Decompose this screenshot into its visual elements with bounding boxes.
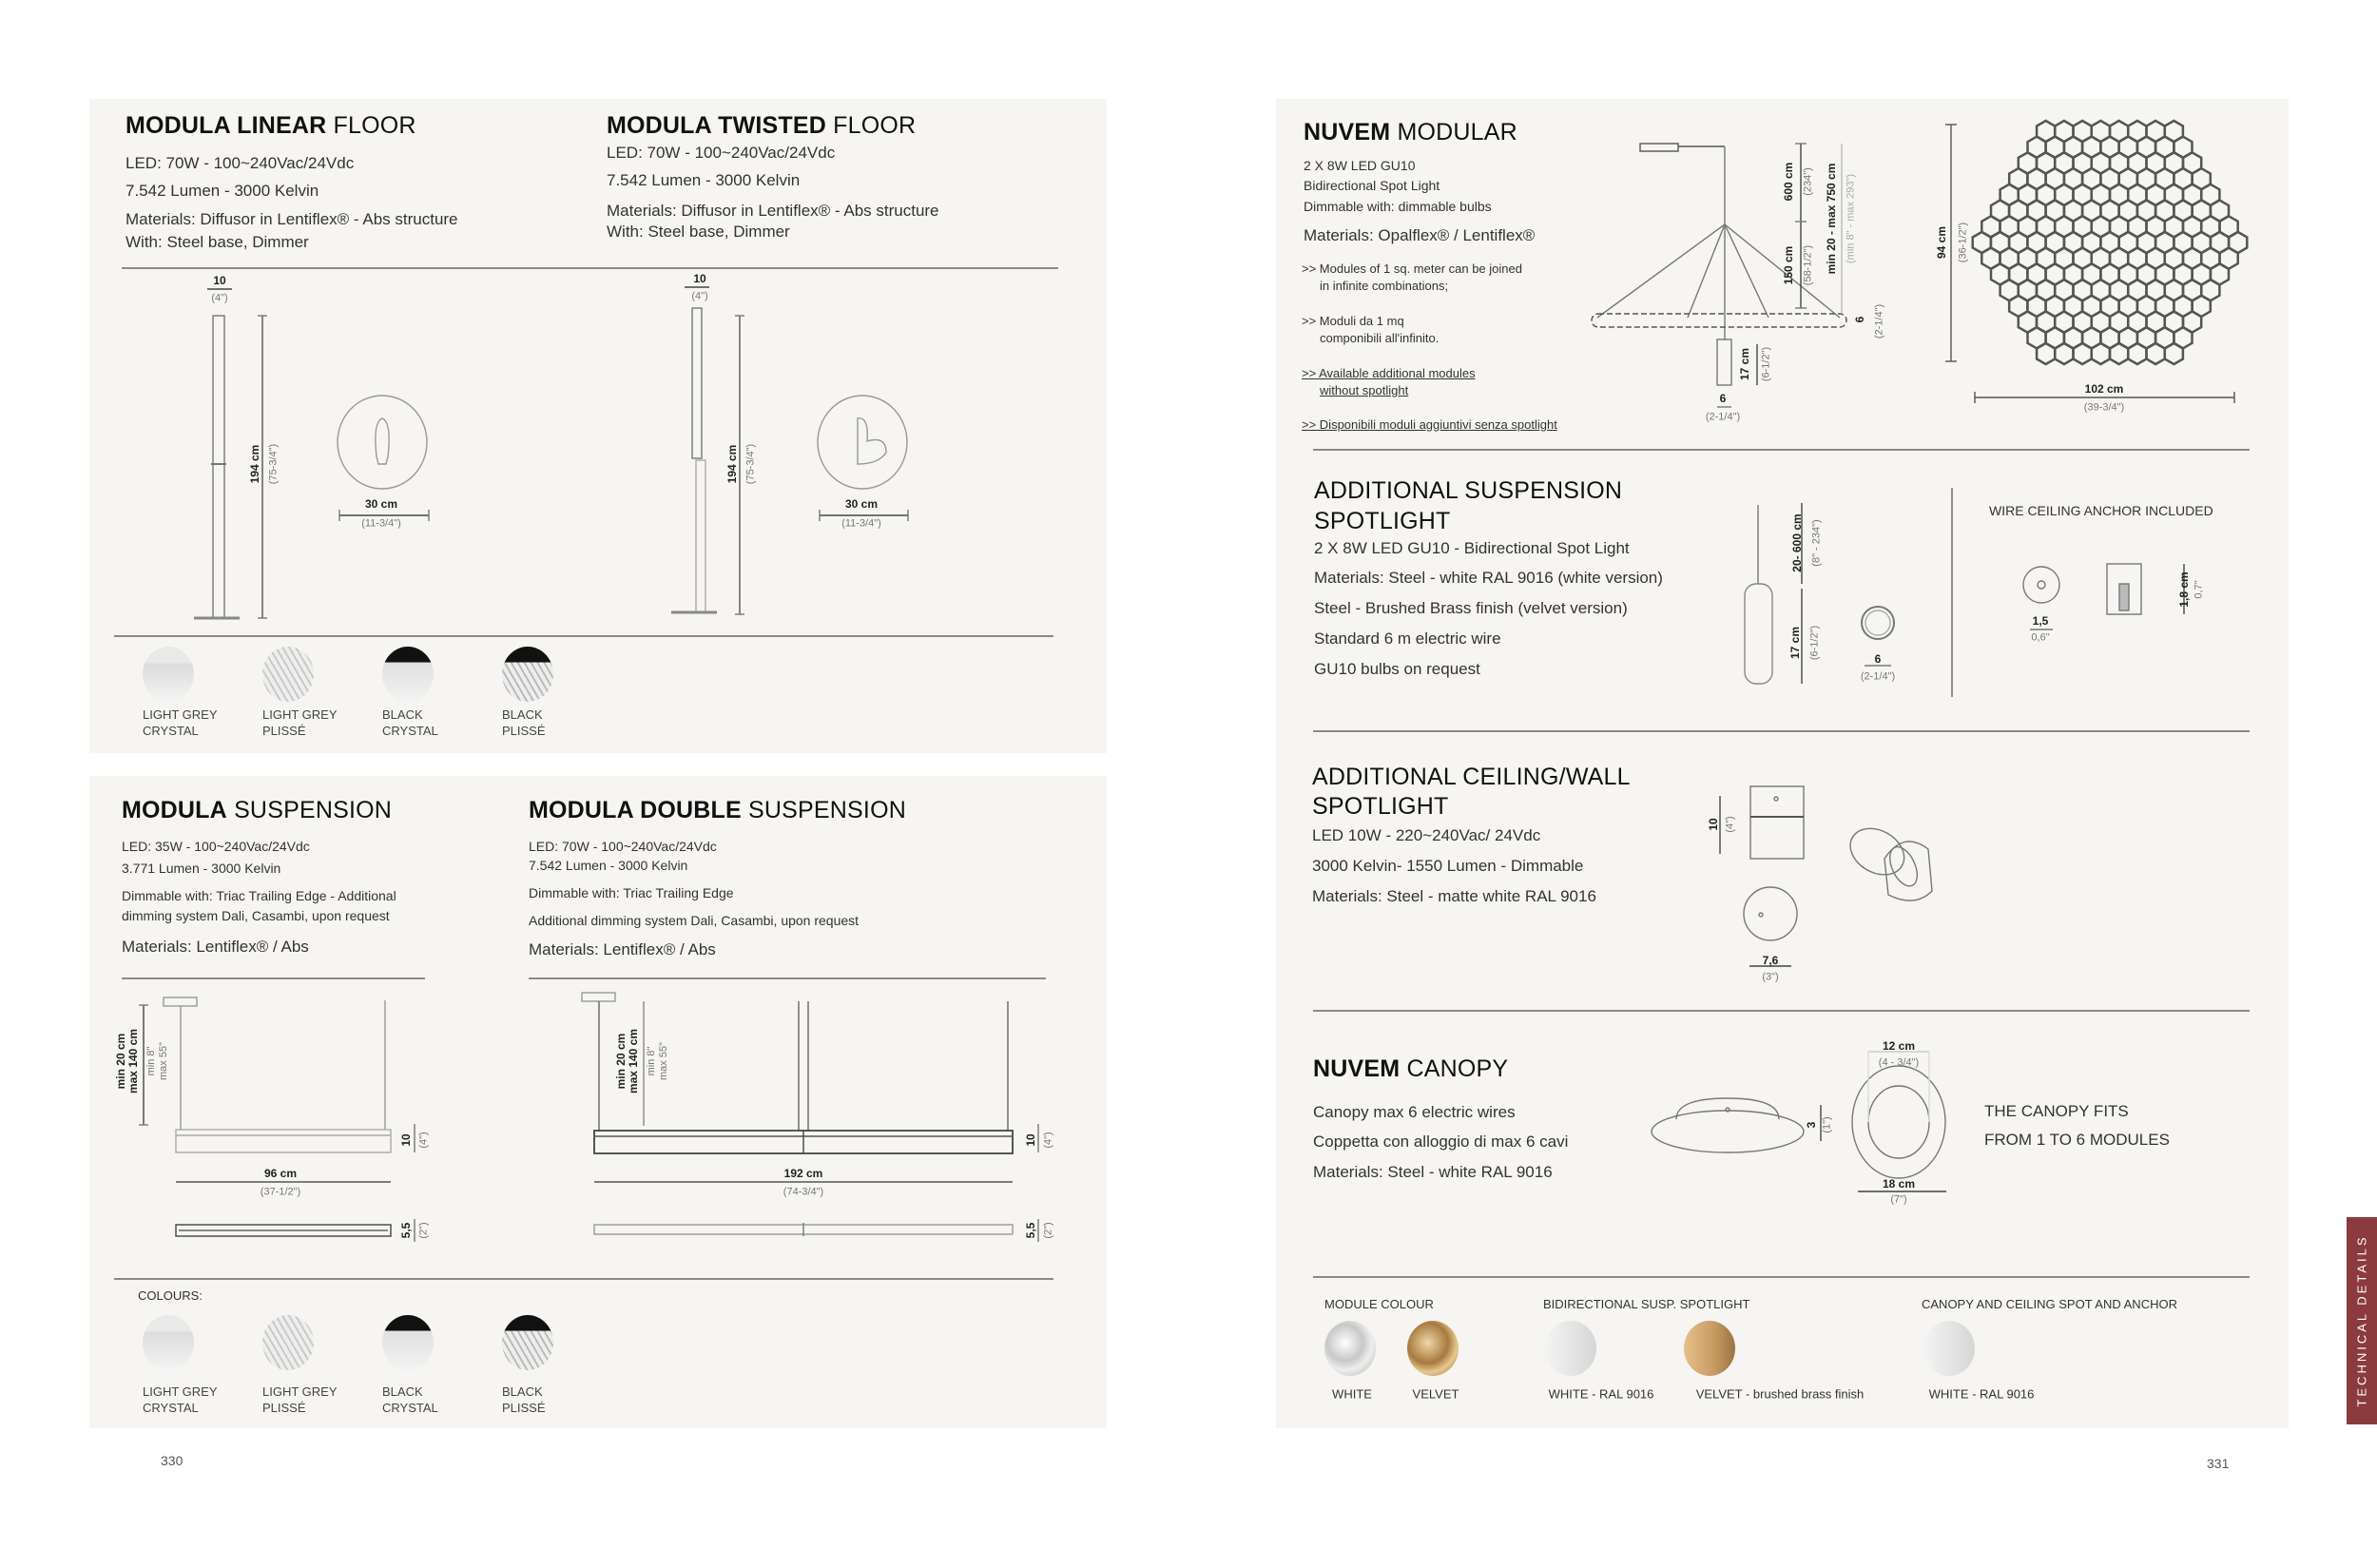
dim-label: 12 cm [1882, 1039, 1916, 1053]
dim-label: 10 [1024, 1133, 1037, 1147]
dim-label: (75-3/4") [267, 443, 280, 485]
dim-label: 194 cm [725, 444, 739, 484]
dim-label: 1,5 [2032, 614, 2049, 628]
colour-label: LIGHT GREY PLISSÉ [262, 707, 338, 738]
dim-label: 1,8 cm [2177, 571, 2191, 608]
dim-label: (2") [417, 1222, 430, 1239]
spec-line: LED: 70W - 100~240Vac/24Vdc [607, 144, 836, 162]
colour-label: LIGHT GREY CRYSTAL [143, 1384, 218, 1415]
colour-label: WHITE - RAL 9016 [1928, 1386, 2035, 1402]
dim-label: min 20 cm max 140 cm [614, 1028, 640, 1094]
spec-line: Standard 6 m electric wire [1314, 629, 1501, 648]
spec-line: GU10 bulbs on request [1314, 660, 1480, 678]
lamp-pole-top [692, 308, 702, 458]
product-title: MODULA DOUBLE SUSPENSION [529, 797, 906, 823]
dim-label: (4") [417, 1132, 430, 1149]
colour-label: VELVET [1412, 1386, 1459, 1402]
link-moduli-aggiuntivi[interactable]: >> Disponibili moduli aggiuntivi senza spotlight [1302, 417, 1557, 432]
dim-label: (2-1/4") [1873, 303, 1885, 339]
swatch-light-grey-crystal [143, 647, 194, 702]
spec-line: 7.542 Lumen - 3000 Kelvin [529, 858, 688, 873]
spec-line: Materials: Opalflex® / Lentiflex® [1304, 226, 1536, 244]
dim-label: 30 cm [844, 497, 879, 511]
spec-line: Materials: Lentiflex® / Abs [122, 938, 309, 956]
dim-label: 5,5 [1024, 1222, 1037, 1239]
colour-label: BLACK CRYSTAL [382, 707, 438, 738]
swatch-spot-white [1545, 1321, 1596, 1376]
twisted-floor-drawing [671, 287, 908, 614]
spec-line: Materials: Steel - white RAL 9016 (white version) [1314, 569, 1663, 587]
spec-line: 7.542 Lumen - 3000 Kelvin [607, 171, 801, 189]
colour-label: VELVET - brushed brass finish [1695, 1386, 1865, 1402]
suspension-drawing [139, 997, 415, 1242]
dim-label: 17 cm [1788, 626, 1802, 660]
dim-label: (39-3/4") [2083, 401, 2125, 414]
linear-floor-drawing [194, 289, 429, 618]
divider [114, 635, 1053, 637]
spec-line: Materials: Steel - white RAL 9016 [1313, 1163, 1553, 1181]
hex-cell [2074, 343, 2092, 364]
dim-label: min 20 - max 750 cm [1825, 163, 1838, 275]
spec-line: Materials: Lentiflex® / Abs [529, 940, 716, 958]
anchor-title: WIRE CEILING ANCHOR INCLUDED [1989, 503, 2213, 518]
canopy-note: THE CANOPY FITS FROM 1 TO 6 MODULES [1984, 1102, 2170, 1149]
hex-cell [2128, 343, 2146, 364]
dim-label: (37-1/2") [260, 1186, 301, 1198]
dim-label: (6-1/2") [1760, 346, 1772, 382]
swatch-module-velvet [1407, 1321, 1459, 1376]
nuvem-modular-hex-panel [1973, 121, 2248, 364]
dim-label: (234") [1802, 167, 1814, 196]
bullet: >> Modules of 1 sq. meter can be joined in infinite combinations; [1302, 261, 1522, 293]
divider [122, 267, 1058, 269]
divider [114, 1278, 1053, 1280]
dim-label: (6-1/2") [1808, 625, 1821, 661]
dim-label: (2-1/4") [1705, 411, 1741, 423]
swatch-black-crystal [382, 1315, 434, 1370]
spec-line: Bidirectional Spot Light [1304, 178, 1440, 193]
spec-line: LED: 70W - 100~240Vac/24Vdc [529, 839, 717, 854]
dim-label: 10 [399, 1133, 413, 1147]
colour-label: WHITE [1332, 1386, 1372, 1402]
canopy-drawing [1652, 1052, 1946, 1191]
spec-line: LED 10W - 220~240Vac/ 24Vdc [1312, 826, 1541, 844]
dim-label: min 8" max 55" [145, 1042, 169, 1080]
dim-label: 7,6 [1762, 954, 1779, 967]
dim-label: 192 cm [783, 1167, 823, 1180]
divider [1313, 449, 2250, 451]
page-number: 331 [2207, 1456, 2230, 1471]
spec-line: With: Steel base, Dimmer [607, 223, 790, 241]
product-title: NUVEM CANOPY [1313, 1055, 1509, 1082]
spec-line: 3000 Kelvin- 1550 Lumen - Dimmable [1312, 857, 1584, 875]
dim-label: 0,7" [2193, 580, 2205, 599]
spec-line: Materials: Diffusor in Lentiflex® - Abs structure [126, 210, 458, 228]
spec-line: Dimmable with: Triac Trailing Edge - Additional [122, 888, 396, 903]
divider [1313, 1010, 2250, 1012]
section-tab-technical-details[interactable] [2347, 1217, 2377, 1424]
colour-header: CANOPY AND CEILING SPOT AND ANCHOR [1922, 1297, 2177, 1311]
spec-line: Materials: Steel - matte white RAL 9016 [1312, 887, 1596, 905]
spec-line: LED: 70W - 100~240Vac/24Vdc [126, 154, 355, 172]
dim-label: 18 cm [1882, 1177, 1916, 1191]
dim-label: (11-3/4") [841, 517, 881, 530]
spec-line: 7.542 Lumen - 3000 Kelvin [126, 182, 319, 200]
dim-label: (2-1/4") [1860, 670, 1896, 683]
colour-label: LIGHT GREY CRYSTAL [143, 707, 218, 738]
dim-label: 5,5 [399, 1222, 413, 1239]
product-title: NUVEM MODULAR [1304, 119, 1517, 145]
dim-label: (min 8" - max 293") [1845, 174, 1857, 263]
dim-label: (4") [1042, 1132, 1054, 1149]
dim-label: (8" - 234") [1810, 519, 1823, 567]
dim-label: (4") [691, 290, 708, 302]
hex-cell [2092, 343, 2110, 364]
swatch-module-white [1324, 1321, 1376, 1376]
lamp-pole-bottom [696, 460, 705, 612]
page-number: 330 [161, 1453, 184, 1468]
spec-line: Dimmable with: dimmable bulbs [1304, 199, 1492, 214]
swatch-light-grey-crystal [143, 1315, 194, 1370]
divider [1313, 730, 2250, 732]
dim-label: 17 cm [1738, 347, 1751, 381]
dim-label: (11-3/4") [361, 517, 401, 530]
tab-label: TECHNICAL DETAILS [2354, 1234, 2369, 1407]
swatch-light-grey-plisse [262, 1315, 314, 1370]
divider [1313, 1276, 2250, 1278]
dim-label: 10 [1707, 818, 1720, 831]
dim-label: (1") [1821, 1116, 1833, 1133]
dim-label: 30 cm [364, 497, 398, 511]
section-title: ADDITIONAL SUSPENSION SPOTLIGHT [1314, 477, 1623, 534]
dim-label: 102 cm [2084, 382, 2124, 396]
spec-line: With: Steel base, Dimmer [126, 233, 309, 251]
dim-label: min 8" max 55" [646, 1042, 669, 1080]
dim-label: 10 [693, 272, 706, 285]
dim-label: (36-1/2") [1957, 222, 1969, 263]
swatch-black-plisse [502, 647, 553, 702]
dim-label: (4 - 3/4") [1878, 1056, 1920, 1069]
spec-line: Dimmable with: Triac Trailing Edge [529, 885, 734, 900]
hex-cell [2110, 343, 2128, 364]
spec-line: dimming system Dali, Casambi, upon request [122, 908, 390, 923]
product-title: MODULA LINEAR FLOOR [126, 112, 416, 139]
dim-label: (4") [211, 292, 228, 304]
dim-label: (4") [1724, 816, 1736, 833]
dim-label: min 20 cm max 140 cm [114, 1028, 140, 1094]
link-additional-modules[interactable]: >> Available additional modules without spotlight [1302, 366, 1476, 397]
dim-label: 6 [1853, 316, 1866, 323]
lamp-pole [213, 316, 224, 618]
divider [529, 978, 1046, 979]
hex-cell [2037, 343, 2055, 364]
dim-label: 6 [1874, 652, 1882, 666]
spotlight-cylinder [1717, 339, 1731, 385]
dim-label: (7") [1890, 1193, 1907, 1206]
dim-label: (75-3/4") [744, 443, 757, 485]
dim-label: 96 cm [263, 1167, 298, 1180]
module-ring [1592, 314, 1846, 327]
spec-line: Canopy max 6 electric wires [1313, 1103, 1516, 1121]
dim-label: 20- 600 cm [1790, 513, 1804, 572]
section-title: ADDITIONAL CEILING/WALL SPOTLIGHT [1312, 764, 1631, 820]
swatch-light-grey-plisse [262, 647, 314, 702]
colour-label: LIGHT GREY PLISSÉ [262, 1384, 338, 1415]
colour-header: BIDIRECTIONAL SUSP. SPOTLIGHT [1543, 1297, 1750, 1311]
spec-line: Additional dimming system Dali, Casambi, upon request [529, 913, 860, 928]
spec-line: Steel - Brushed Brass finish (velvet version) [1314, 599, 1628, 617]
product-title: MODULA SUSPENSION [122, 797, 392, 823]
spec-line: 3.771 Lumen - 3000 Kelvin [122, 861, 281, 876]
hex-cell [2165, 343, 2183, 364]
spec-line: Materials: Diffusor in Lentiflex® - Abs structure [607, 202, 939, 220]
double-suspension-drawing [582, 993, 1038, 1242]
ceiling-wall-spot-drawing [1720, 786, 1932, 966]
swatch-canopy-white [1923, 1321, 1975, 1376]
dim-label: 150 cm [1782, 245, 1795, 285]
divider [122, 978, 425, 979]
bullet: >> Moduli da 1 mq componibili all'infinito. [1302, 314, 1440, 345]
colour-header: MODULE COLOUR [1324, 1297, 1434, 1311]
spec-line: 2 X 8W LED GU10 - Bidirectional Spot Light [1314, 539, 1630, 557]
product-title: MODULA TWISTED FLOOR [607, 112, 917, 139]
top-view-circle [338, 396, 427, 489]
dim-label: 194 cm [248, 444, 261, 484]
spec-line: LED: 35W - 100~240Vac/24Vdc [122, 839, 310, 854]
dim-label: 94 cm [1935, 225, 1948, 260]
dim-label: 10 [213, 274, 226, 287]
dim-label: 0,6" [2031, 631, 2050, 644]
hex-cell [2147, 343, 2165, 364]
dim-label: (3") [1762, 971, 1779, 983]
dim-label: 600 cm [1782, 162, 1795, 202]
dim-label: 3 [1805, 1121, 1818, 1129]
colour-label: BLACK PLISSÉ [502, 1384, 546, 1415]
hex-cell [2055, 343, 2073, 364]
colour-label: WHITE - RAL 9016 [1548, 1386, 1654, 1402]
swatch-spot-velvet [1684, 1321, 1735, 1376]
dim-label: (2") [1042, 1222, 1054, 1239]
swatch-black-plisse [502, 1315, 553, 1370]
dim-label: 6 [1719, 392, 1727, 405]
dim-label: (74-3/4") [783, 1186, 824, 1198]
colour-label: BLACK CRYSTAL [382, 1384, 438, 1415]
swatch-black-crystal [382, 647, 434, 702]
colour-label: BLACK PLISSÉ [502, 707, 546, 738]
spec-line: 2 X 8W LED GU10 [1304, 158, 1416, 173]
dim-label: (58-1/2") [1802, 244, 1814, 286]
colours-heading: COLOURS: [138, 1288, 203, 1303]
spec-line: Coppetta con alloggio di max 6 cavi [1313, 1132, 1569, 1151]
